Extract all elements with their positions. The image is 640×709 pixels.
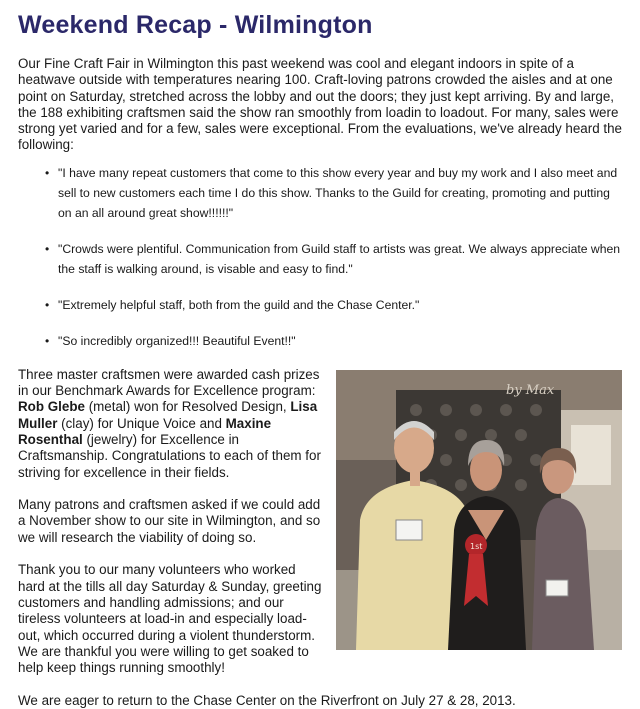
booth-sign: by Max	[506, 382, 555, 398]
winner-name: Maxine Rosenthal	[18, 415, 272, 447]
closing-paragraph: We are eager to return to the Chase Center on the Riverfront on July 27 & 28, 2013.	[18, 692, 516, 708]
quote-item: • "Extremely helpful staff, both from the guild and the Chase Center."	[58, 295, 622, 315]
quote-list	[18, 163, 622, 351]
awards-text: (metal) won for Resolved Design,	[84, 399, 291, 415]
awards-lead: Three master craftsmen were awarded cash prizes in our Benchmark Awards for Excellence program:	[18, 366, 320, 399]
thanks-paragraph: Thank you to our many volunteers who worked hard at the tills all day Saturday & Sunday, greeting customers and handling admissions; and our tireless volunteers at load-in and especially load-out, which occurred during a violent thunderstorm. We are thankful you were willing to get soaked to help keep things running smoothly!	[18, 562, 322, 676]
page-title: Weekend Recap - Wilmington	[18, 11, 373, 39]
winner-name: Rob Glebe	[18, 399, 85, 415]
awards-text: (jewelry) for Excellence in Craftsmanship. Congratulations to each of them for striving for excellence in their fields.	[18, 431, 321, 480]
intro-paragraph: Our Fine Craft Fair in Wilmington this past weekend was cool and elegant indoors in spite of a heatwave outside with temperatures nearing 100. Craft-loving patrons crowded the aisles and at one point on Saturday, stretched across the lobby and out the doors; they just kept arriving. By and large, the 188 exhibiting craftsmen said the show ran smoothly from loadin to loadout. For many, sales were strong yet varied and for a few, sales were exceptional. From the evaluations, we've already heard the following:	[18, 56, 622, 153]
award-winners-photo	[336, 370, 622, 650]
november-paragraph: Many patrons and craftsmen asked if we could add a November show to our site in Wilmington, and so we will research the viability of doing so.	[18, 497, 321, 545]
lower-section	[18, 367, 622, 709]
article	[18, 10, 622, 709]
quote-item: • "Crowds were plentiful. Communication from Guild staff to artists was great. We always appreciate when the staff is walking around, is visable and easy to find."	[58, 239, 622, 279]
ribbon-label: 1st	[470, 541, 483, 551]
quote-item: • "So incredibly organized!!! Beautiful Event!!"	[58, 331, 622, 351]
winner-name: Lisa Muller	[18, 399, 318, 431]
quote-item: • "I have many repeat customers that come to this show every year and buy my work and I also meet and sell to new customers each time I do this show. Thanks to the Guild for creating, promoting and putting on an all around great show!!!!!!"	[58, 163, 622, 223]
awards-text: (clay) for Unique Voice and	[57, 415, 226, 431]
